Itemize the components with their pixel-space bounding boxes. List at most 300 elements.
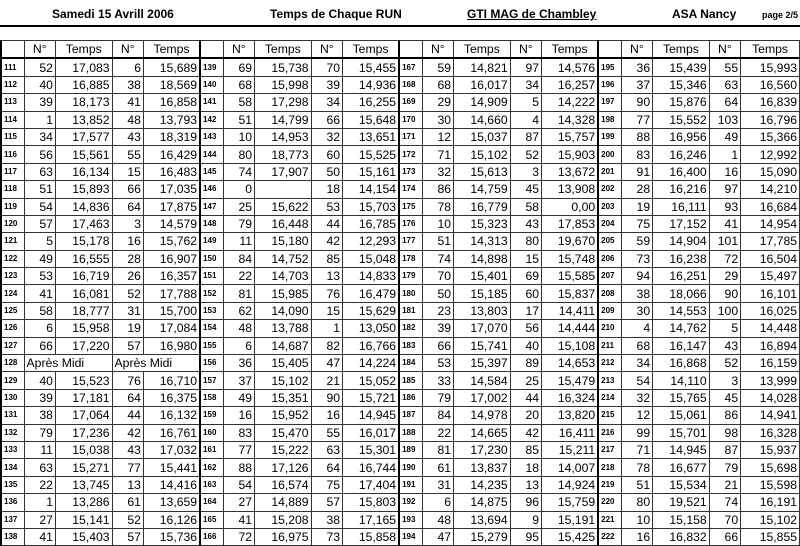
car-number: 43	[112, 441, 143, 458]
lap-time: 15,401	[454, 268, 511, 285]
car-number: 22	[223, 268, 254, 285]
lap-time: 14,924	[542, 476, 599, 493]
run-number: 123	[1, 268, 24, 285]
car-number-header: N°	[510, 41, 541, 59]
run-number: 191	[399, 476, 422, 493]
run-number: 118	[1, 181, 24, 198]
lap-time: 14,687	[255, 337, 312, 354]
car-number: 1	[24, 111, 55, 128]
car-number-header: N°	[621, 41, 652, 59]
lap-time: 16,858	[143, 94, 200, 111]
car-number: 103	[709, 111, 740, 128]
lap-time: 14,875	[454, 494, 511, 511]
lap-time: 18,773	[255, 146, 312, 163]
lap-time: 19,521	[653, 494, 710, 511]
car-number: 40	[24, 372, 55, 389]
run-number: 168	[399, 76, 422, 93]
car-number: 52	[709, 355, 740, 372]
lap-time: 14,154	[343, 181, 400, 198]
car-number: 38	[311, 511, 342, 528]
lap-time: 16,251	[653, 268, 710, 285]
car-number: 49	[24, 250, 55, 267]
run-number: 166	[200, 528, 223, 545]
car-number: 70	[422, 268, 453, 285]
lap-time: 13,651	[343, 128, 400, 145]
car-number: 4	[510, 111, 541, 128]
run-number: 172	[399, 146, 422, 163]
run-number: 137	[1, 511, 24, 528]
lap-time: 15,585	[542, 268, 599, 285]
lap-time: 15,158	[653, 511, 710, 528]
session-label: Après Midi	[24, 355, 112, 372]
lap-time: 16,238	[653, 250, 710, 267]
car-number: 70	[311, 58, 342, 76]
run-number: 196	[598, 76, 621, 93]
run-number: 116	[1, 146, 24, 163]
lap-time: 14,653	[542, 355, 599, 372]
car-number: 97	[709, 181, 740, 198]
car-number: 78	[422, 198, 453, 215]
car-number: 5	[510, 94, 541, 111]
car-number: 98	[709, 424, 740, 441]
run-number: 138	[1, 528, 24, 545]
time-header: Temps	[343, 41, 400, 59]
car-number: 41	[223, 511, 254, 528]
run-number: 120	[1, 215, 24, 232]
car-number: 28	[112, 250, 143, 267]
column-header-row	[1, 41, 800, 59]
lap-time: 15,061	[653, 407, 710, 424]
lap-time: 17,064	[55, 407, 112, 424]
run-number: 158	[200, 389, 223, 406]
lap-time: 17,230	[454, 441, 511, 458]
run-number: 170	[399, 111, 422, 128]
run-number: 151	[200, 268, 223, 285]
lap-time: 17,907	[255, 163, 312, 180]
lap-time: 15,757	[542, 128, 599, 145]
lap-time: 16,483	[143, 163, 200, 180]
run-number: 140	[200, 76, 223, 93]
car-number: 58	[24, 302, 55, 319]
run-number: 124	[1, 285, 24, 302]
run-number: 117	[1, 163, 24, 180]
car-number: 79	[422, 389, 453, 406]
run-number: 133	[1, 441, 24, 458]
run-number: 219	[598, 476, 621, 493]
lap-time: 15,141	[55, 511, 112, 528]
run-number: 130	[1, 389, 24, 406]
car-number-header: N°	[709, 41, 740, 59]
car-number: 72	[223, 528, 254, 545]
car-number: 64	[112, 389, 143, 406]
car-number: 34	[24, 128, 55, 145]
lap-time: 15,222	[255, 441, 312, 458]
lap-time: 15,698	[741, 459, 800, 476]
lap-time: 13,908	[542, 181, 599, 198]
car-number: 1	[24, 494, 55, 511]
car-number: 60	[510, 285, 541, 302]
car-number: 13	[112, 476, 143, 493]
lap-time: 14,665	[454, 424, 511, 441]
run-number: 139	[200, 58, 223, 76]
lap-time: 13,286	[55, 494, 112, 511]
car-number: 10	[223, 128, 254, 145]
lap-time: 13,694	[454, 511, 511, 528]
car-number: 76	[112, 372, 143, 389]
lap-time: 15,523	[55, 372, 112, 389]
car-number: 59	[621, 233, 652, 250]
lap-time: 15,893	[55, 181, 112, 198]
lap-time: 15,108	[542, 337, 599, 354]
car-number: 87	[510, 128, 541, 145]
run-number: 159	[200, 407, 223, 424]
run-number: 187	[399, 407, 422, 424]
car-number: 31	[422, 476, 453, 493]
car-number: 32	[311, 128, 342, 145]
car-number: 85	[311, 250, 342, 267]
lap-time: 15,748	[542, 250, 599, 267]
lap-time: 16,257	[542, 76, 599, 93]
car-number: 63	[24, 163, 55, 180]
car-number: 39	[311, 76, 342, 93]
car-number: 49	[223, 389, 254, 406]
car-number: 16	[112, 233, 143, 250]
car-number: 36	[223, 355, 254, 372]
run-number: 210	[598, 320, 621, 337]
lap-time: 18,066	[653, 285, 710, 302]
car-number: 75	[311, 476, 342, 493]
header-title: Temps de Chaque RUN	[270, 7, 402, 21]
car-number: 39	[422, 320, 453, 337]
lap-time: 14,799	[255, 111, 312, 128]
lap-time: 13,837	[454, 459, 511, 476]
lap-time: 16,560	[741, 76, 800, 93]
run-number-header	[1, 41, 24, 59]
lap-time: 14,448	[741, 320, 800, 337]
run-number: 189	[399, 441, 422, 458]
car-number: 16	[621, 528, 652, 545]
car-number: 91	[621, 163, 652, 180]
header-page: page 2/5	[762, 10, 799, 20]
run-number: 144	[200, 146, 223, 163]
run-number: 132	[1, 424, 24, 441]
car-number: 4	[621, 320, 652, 337]
lap-time: 14,945	[653, 441, 710, 458]
car-number: 84	[223, 250, 254, 267]
car-number: 19	[621, 198, 652, 215]
car-number: 3	[112, 215, 143, 232]
lap-time: 17,070	[454, 320, 511, 337]
car-number: 52	[510, 146, 541, 163]
run-number: 184	[399, 355, 422, 372]
lap-time: 14,090	[255, 302, 312, 319]
car-number: 16	[311, 407, 342, 424]
lap-time: 15,759	[542, 494, 599, 511]
lap-time: 16,766	[343, 337, 400, 354]
car-number: 99	[621, 424, 652, 441]
car-number: 29	[709, 268, 740, 285]
lap-time: 13,050	[343, 320, 400, 337]
lap-time: 16,147	[653, 337, 710, 354]
car-number: 52	[112, 285, 143, 302]
car-number: 71	[621, 441, 652, 458]
car-number: 10	[422, 215, 453, 232]
car-number: 87	[709, 441, 740, 458]
lap-time: 15,525	[343, 146, 400, 163]
lap-time: 16,479	[343, 285, 400, 302]
lap-time: 14,909	[454, 94, 511, 111]
run-number: 141	[200, 94, 223, 111]
car-number: 57	[311, 494, 342, 511]
lap-time: 17,083	[55, 58, 112, 76]
run-number: 135	[1, 476, 24, 493]
car-number: 72	[709, 250, 740, 267]
run-number: 161	[200, 441, 223, 458]
lap-time: 15,405	[255, 355, 312, 372]
run-number: 179	[399, 268, 422, 285]
car-number: 21	[709, 476, 740, 493]
car-number: 68	[223, 76, 254, 93]
time-header: Temps	[454, 41, 511, 59]
lap-time: 15,397	[454, 355, 511, 372]
run-number: 152	[200, 285, 223, 302]
lap-time: 16,126	[143, 511, 200, 528]
table-row	[1, 441, 800, 458]
lap-time: 15,301	[343, 441, 400, 458]
lap-time: 14,584	[454, 372, 511, 389]
run-number: 111	[1, 58, 24, 76]
car-number: 70	[709, 511, 740, 528]
car-number: 3	[709, 372, 740, 389]
car-number: 50	[422, 285, 453, 302]
lap-time: 15,689	[143, 58, 200, 76]
car-number: 80	[621, 494, 652, 511]
car-number: 77	[223, 441, 254, 458]
car-number: 47	[422, 528, 453, 545]
car-number: 55	[709, 58, 740, 76]
car-number: 53	[24, 268, 55, 285]
car-number: 66	[24, 337, 55, 354]
lap-time: 15,279	[454, 528, 511, 545]
lap-time: 16,761	[143, 424, 200, 441]
car-number: 88	[223, 459, 254, 476]
lap-time: 16,980	[143, 337, 200, 354]
car-number: 97	[510, 58, 541, 76]
car-number: 15	[311, 302, 342, 319]
run-number: 217	[598, 441, 621, 458]
run-number: 174	[399, 181, 422, 198]
car-number: 13	[510, 476, 541, 493]
run-number: 205	[598, 233, 621, 250]
lap-time: 14,028	[741, 389, 800, 406]
lap-time: 15,741	[454, 337, 511, 354]
lap-time: 16,159	[741, 355, 800, 372]
header-date: Samedi 15 Avrill 2006	[52, 7, 174, 21]
car-number: 43	[510, 215, 541, 232]
table-row	[1, 233, 800, 250]
lap-time: 15,855	[741, 528, 800, 545]
lap-time: 16,796	[741, 111, 800, 128]
car-number: 54	[621, 372, 652, 389]
run-number: 153	[200, 302, 223, 319]
lap-time: 15,425	[542, 528, 599, 545]
run-number: 202	[598, 181, 621, 198]
header-divider	[0, 25, 800, 27]
lap-time: 13,999	[741, 372, 800, 389]
table-row	[1, 424, 800, 441]
car-number: 74	[422, 250, 453, 267]
lap-time: 15,762	[143, 233, 200, 250]
car-number: 54	[24, 198, 55, 215]
lap-time: 14,752	[255, 250, 312, 267]
car-number: 61	[422, 459, 453, 476]
lap-time: 14,759	[454, 181, 511, 198]
lap-time: 14,978	[454, 407, 511, 424]
car-number: 90	[709, 285, 740, 302]
lap-time: 16,832	[653, 528, 710, 545]
lap-time: 15,903	[542, 146, 599, 163]
car-number: 15	[510, 250, 541, 267]
car-number: 62	[223, 302, 254, 319]
run-number: 195	[598, 58, 621, 76]
table-row	[1, 285, 800, 302]
run-number: 136	[1, 494, 24, 511]
lap-time: 17,181	[55, 389, 112, 406]
table-row	[1, 76, 800, 93]
lap-time: 15,765	[653, 389, 710, 406]
lap-time: 16,885	[55, 76, 112, 93]
lap-time: 15,998	[255, 76, 312, 93]
car-number: 95	[510, 528, 541, 545]
car-number: 42	[510, 424, 541, 441]
car-number: 79	[24, 424, 55, 441]
car-number: 11	[223, 233, 254, 250]
table-row	[1, 181, 800, 198]
run-number: 167	[399, 58, 422, 76]
car-number: 34	[621, 355, 652, 372]
time-header: Temps	[542, 41, 599, 59]
lap-time: 15,052	[343, 372, 400, 389]
lap-time: 15,191	[542, 511, 599, 528]
lap-time: 16,504	[741, 250, 800, 267]
lap-time: 16,411	[542, 424, 599, 441]
run-number: 171	[399, 128, 422, 145]
car-number: 41	[24, 285, 55, 302]
lap-time: 16,081	[55, 285, 112, 302]
run-number: 206	[598, 250, 621, 267]
run-number: 128	[1, 355, 24, 372]
lap-time: 14,416	[143, 476, 200, 493]
car-number: 21	[311, 372, 342, 389]
car-number: 26	[112, 268, 143, 285]
car-number: 78	[621, 459, 652, 476]
car-number: 31	[112, 302, 143, 319]
table-row	[1, 389, 800, 406]
table-row	[1, 268, 800, 285]
run-number: 198	[598, 111, 621, 128]
lap-time: 15,993	[741, 58, 800, 76]
table-row	[1, 111, 800, 128]
run-number: 222	[598, 528, 621, 545]
run-number: 164	[200, 494, 223, 511]
lap-time: 15,366	[741, 128, 800, 145]
car-number: 61	[112, 494, 143, 511]
table-row	[1, 320, 800, 337]
lap-time: 17,165	[343, 511, 400, 528]
lap-time: 16,779	[454, 198, 511, 215]
car-number: 1	[311, 320, 342, 337]
lap-time: 16,134	[55, 163, 112, 180]
lap-time: 13,803	[454, 302, 511, 319]
lap-time: 16,975	[255, 528, 312, 545]
car-number: 100	[709, 302, 740, 319]
car-number: 13	[311, 268, 342, 285]
lap-time: 15,403	[55, 528, 112, 545]
lap-time: 16,255	[343, 94, 400, 111]
lap-time: 16,719	[55, 268, 112, 285]
lap-time: 15,351	[255, 389, 312, 406]
run-number-header	[598, 41, 621, 59]
lap-time: 17,463	[55, 215, 112, 232]
car-number: 81	[223, 285, 254, 302]
lap-time: 17,032	[143, 441, 200, 458]
car-number: 86	[422, 181, 453, 198]
run-number: 149	[200, 233, 223, 250]
run-number: 148	[200, 215, 223, 232]
run-number: 181	[399, 302, 422, 319]
table-row	[1, 250, 800, 267]
lap-time: 15,102	[255, 372, 312, 389]
car-number: 66	[311, 111, 342, 128]
lap-time: 15,721	[343, 389, 400, 406]
lap-time: 14,411	[542, 302, 599, 319]
run-number: 173	[399, 163, 422, 180]
run-number: 146	[200, 181, 223, 198]
car-number: 77	[621, 111, 652, 128]
car-number: 44	[112, 407, 143, 424]
lap-time: 13,793	[143, 111, 200, 128]
header-club: GTI MAG de Chambley	[467, 7, 597, 21]
table-row	[1, 337, 800, 354]
car-number: 39	[24, 94, 55, 111]
car-number: 82	[311, 337, 342, 354]
car-number: 34	[510, 76, 541, 93]
car-number: 44	[510, 389, 541, 406]
run-number: 157	[200, 372, 223, 389]
car-number: 6	[24, 320, 55, 337]
table-row	[1, 372, 800, 389]
lap-time: 14,576	[542, 58, 599, 76]
table-row	[1, 198, 800, 215]
lap-time: 16,868	[653, 355, 710, 372]
lap-time: 15,985	[255, 285, 312, 302]
car-number: 48	[422, 511, 453, 528]
run-number: 175	[399, 198, 422, 215]
lap-time: 17,126	[255, 459, 312, 476]
run-number: 165	[200, 511, 223, 528]
time-header: Temps	[255, 41, 312, 59]
run-number: 216	[598, 424, 621, 441]
lap-time: 15,958	[55, 320, 112, 337]
lap-time: 16,785	[343, 215, 400, 232]
run-number: 142	[200, 111, 223, 128]
run-number: 131	[1, 407, 24, 424]
run-number: 207	[598, 268, 621, 285]
car-number: 44	[311, 215, 342, 232]
car-number: 41	[112, 94, 143, 111]
table-row	[1, 128, 800, 145]
car-number-header: N°	[422, 41, 453, 59]
